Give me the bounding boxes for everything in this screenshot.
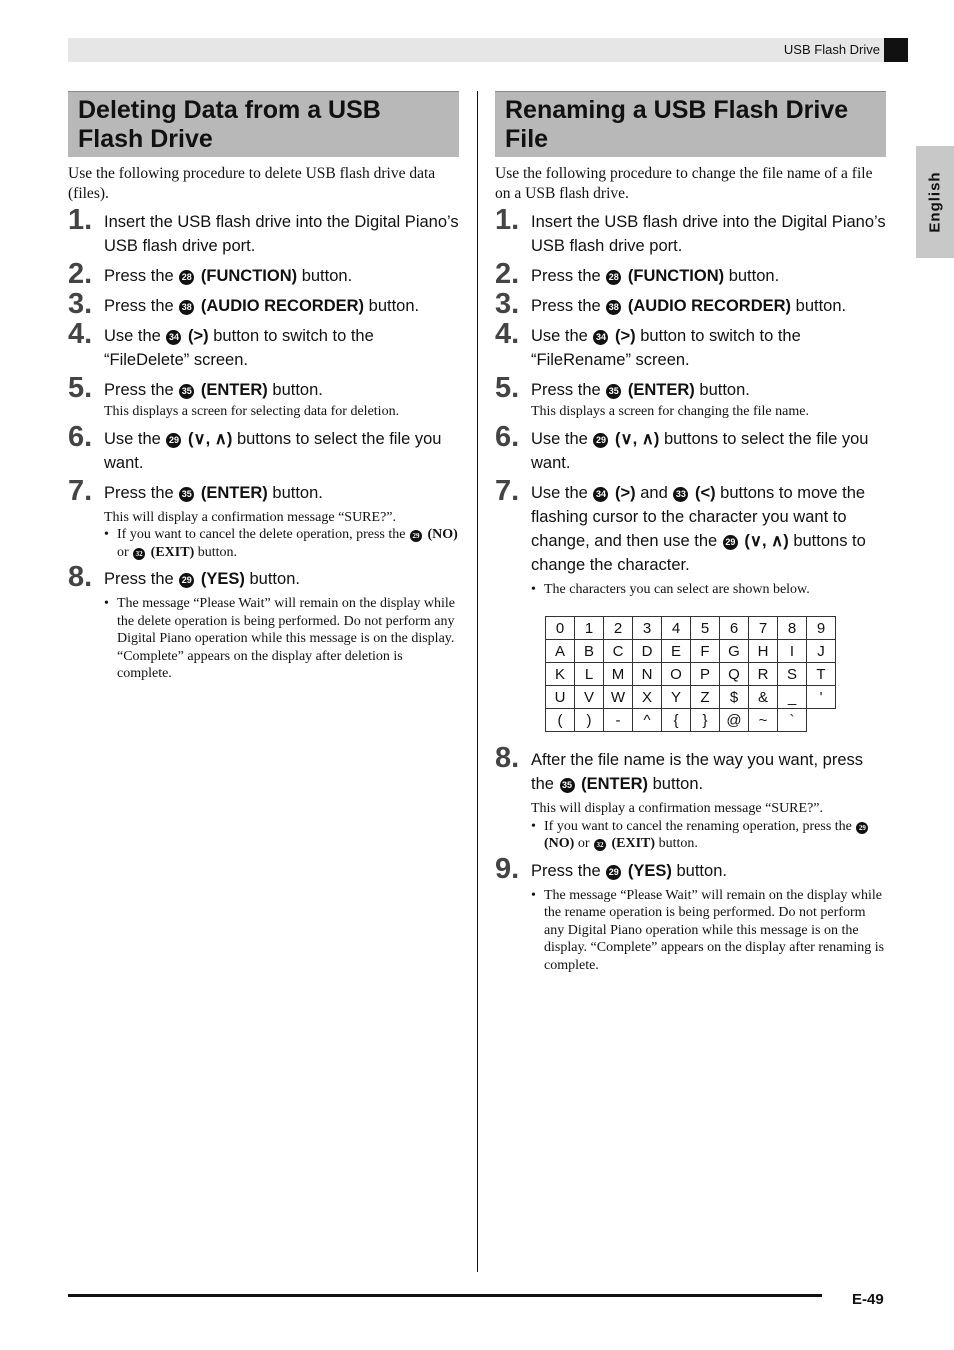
button-number-icon: 35 <box>560 778 575 793</box>
char-cell: 0 <box>546 617 575 640</box>
step-text: Press the 38 (AUDIO RECORDER) button. <box>531 297 847 315</box>
char-cell: V <box>575 686 604 709</box>
char-cell: M <box>604 663 633 686</box>
delete-title: Deleting Data from a USB Flash Drive <box>68 91 459 157</box>
step-number: 6. <box>495 420 520 453</box>
rename-section <box>495 91 886 974</box>
char-cell: ` <box>778 709 807 732</box>
step <box>68 204 459 258</box>
char-cell: H <box>749 640 778 663</box>
char-cell: 2 <box>604 617 633 640</box>
note-bullet: • If you want to cancel the renaming operation, press the 29 (NO) or 32 (EXIT) button. <box>531 818 886 853</box>
step-number: 7. <box>68 474 93 507</box>
step-number: 1. <box>68 204 93 236</box>
step-text: Press the 38 (AUDIO RECORDER) button. <box>104 297 420 315</box>
char-cell: 7 <box>749 617 778 640</box>
step-text: Press the 29 (YES) button. <box>104 570 300 588</box>
section-label: USB Flash Drive <box>783 42 880 57</box>
language-tab <box>916 146 954 258</box>
button-number-icon: 29 <box>593 433 608 448</box>
button-number-icon: 29 <box>179 573 194 588</box>
step <box>68 561 459 593</box>
char-cell: ) <box>575 709 604 732</box>
char-row <box>546 709 836 732</box>
note-bullet: • If you want to cancel the delete operation, press the 29 (NO) or 32 (EXIT) button. <box>104 526 459 561</box>
step-note <box>104 595 459 683</box>
step-number: 2. <box>68 258 93 290</box>
char-cell: { <box>662 709 691 732</box>
char-row <box>546 640 836 663</box>
step-number: 4. <box>495 318 520 350</box>
step <box>495 288 886 320</box>
step <box>68 318 459 372</box>
note-bullet: • The characters you can select are shown below. <box>531 581 886 599</box>
char-cell: S <box>778 663 807 686</box>
char-cell: D <box>633 640 662 663</box>
char-cell: K <box>546 663 575 686</box>
step-number: 1. <box>495 204 520 236</box>
char-cell: ^ <box>633 709 662 732</box>
button-number-icon: 29 <box>856 822 868 834</box>
note-bullet: • The message “Please Wait” will remain on the display while the delete operation is being performed. Do not perform any Digital Piano operation while this message is on the display. “Complete” appears on the display after deletion is complete. <box>104 595 459 683</box>
button-number-icon: 32 <box>594 839 606 851</box>
char-cell: ( <box>546 709 575 732</box>
char-cell: B <box>575 640 604 663</box>
step-text: Press the 35 (ENTER) button. <box>104 381 323 399</box>
button-number-icon: 32 <box>133 548 145 560</box>
char-cell: G <box>720 640 749 663</box>
char-cell: ~ <box>749 709 778 732</box>
note-bullet: • The message “Please Wait” will remain on the display while the rename operation is being performed. Do not perform any Digital Piano operation while this message is on the display. “Complete” appears on the display after renaming is complete. <box>531 887 886 975</box>
char-row <box>546 686 836 709</box>
step-number: 3. <box>495 288 520 320</box>
char-cell: Q <box>720 663 749 686</box>
step-number: 8. <box>68 561 93 593</box>
char-cell: } <box>691 709 720 732</box>
char-cell: @ <box>720 709 749 732</box>
rename-title: Renaming a USB Flash Drive File <box>495 91 886 157</box>
button-number-icon: 29 <box>166 433 181 448</box>
button-number-icon: 38 <box>606 300 621 315</box>
char-cell: 5 <box>691 617 720 640</box>
step-number: 3. <box>68 288 93 320</box>
button-number-icon: 28 <box>606 270 621 285</box>
char-cell: T <box>807 663 836 686</box>
step-text: After the file name is the way you want, press the 35 (ENTER) button. <box>531 751 863 793</box>
step <box>68 288 459 320</box>
char-cell: A <box>546 640 575 663</box>
char-cell: ' <box>807 686 836 709</box>
char-cell: U <box>546 686 575 709</box>
step-number: 8. <box>495 742 520 774</box>
step-number: 6. <box>68 420 93 453</box>
char-cell: F <box>691 640 720 663</box>
char-cell: 3 <box>633 617 662 640</box>
step-text: Press the 29 (YES) button. <box>531 861 727 880</box>
char-cell: 4 <box>662 617 691 640</box>
button-number-icon: 29 <box>723 535 738 550</box>
character-table <box>545 616 836 732</box>
step-number: 4. <box>68 318 93 350</box>
button-number-icon: 35 <box>179 487 194 502</box>
step <box>68 372 459 404</box>
char-cell: 6 <box>720 617 749 640</box>
char-cell: I <box>778 640 807 663</box>
page-number: E-49 <box>852 1291 884 1308</box>
step <box>68 258 459 290</box>
char-cell: R <box>749 663 778 686</box>
header-marker <box>884 38 908 62</box>
char-cell: W <box>604 686 633 709</box>
char-cell: - <box>604 709 633 732</box>
delete-intro: Use the following procedure to delete USB flash drive data (files). <box>68 165 436 202</box>
step-text: Press the 28 (FUNCTION) button. <box>531 267 780 285</box>
step-text: Press the 28 (FUNCTION) button. <box>104 267 353 285</box>
step <box>68 474 459 507</box>
step-number: 5. <box>495 372 520 404</box>
running-header <box>68 38 908 62</box>
button-number-icon: 35 <box>606 384 621 399</box>
step-note <box>531 581 886 599</box>
button-number-icon: 35 <box>179 384 194 399</box>
language-label: English <box>926 171 944 233</box>
char-cell: P <box>691 663 720 686</box>
char-cell: Z <box>691 686 720 709</box>
step <box>495 852 886 885</box>
step <box>495 742 886 796</box>
char-cell: X <box>633 686 662 709</box>
note-text: This will display a confirmation message “SURE?”. <box>531 801 823 816</box>
char-cell: 9 <box>807 617 836 640</box>
char-cell: _ <box>778 686 807 709</box>
step-number: 5. <box>68 372 93 404</box>
button-number-icon: 29 <box>410 530 422 542</box>
button-number-icon: 33 <box>673 487 688 502</box>
note-text: This will display a confirmation message “SURE?”. <box>104 509 396 525</box>
char-cell: N <box>633 663 662 686</box>
char-cell: 1 <box>575 617 604 640</box>
step-note: This displays a screen for changing the file name. <box>531 404 809 419</box>
char-cell: $ <box>720 686 749 709</box>
char-row <box>546 663 836 686</box>
footer-rule <box>68 1294 822 1297</box>
step-note <box>104 509 459 562</box>
button-number-icon: 34 <box>593 330 608 345</box>
step <box>495 420 886 475</box>
char-cell: & <box>749 686 778 709</box>
char-cell: L <box>575 663 604 686</box>
step <box>495 204 886 258</box>
button-number-icon: 34 <box>593 487 608 502</box>
column-divider <box>477 91 478 1272</box>
step-number: 7. <box>495 474 520 507</box>
step-text: Insert the USB flash drive into the Digital Piano’s USB flash drive port. <box>104 213 459 255</box>
char-cell <box>807 709 836 732</box>
button-number-icon: 38 <box>179 300 194 315</box>
step <box>68 420 459 475</box>
char-cell: C <box>604 640 633 663</box>
button-number-icon: 28 <box>179 270 194 285</box>
char-cell: 8 <box>778 617 807 640</box>
step-note: This displays a screen for selecting data for deletion. <box>104 404 400 419</box>
char-cell: J <box>807 640 836 663</box>
button-number-icon: 29 <box>606 865 621 880</box>
rename-intro: Use the following procedure to change the file name of a file on a USB flash drive. <box>495 165 873 202</box>
step <box>495 318 886 372</box>
char-cell: O <box>662 663 691 686</box>
step-note <box>531 800 886 853</box>
step <box>495 258 886 290</box>
step-text: Insert the USB flash drive into the Digital Piano’s USB flash drive port. <box>531 213 886 255</box>
step-text: Use the 29 (∨, ∧) buttons to select the file you want. <box>531 429 869 472</box>
step-text: Use the 34 (>) button to switch to the “FileRename” screen. <box>531 327 801 369</box>
step-text: Press the 35 (ENTER) button. <box>104 483 323 502</box>
step-text: Press the 35 (ENTER) button. <box>531 381 750 399</box>
step <box>495 474 886 577</box>
step-text: Use the 34 (>) button to switch to the “FileDelete” screen. <box>104 327 374 369</box>
delete-section <box>68 91 459 683</box>
char-cell: E <box>662 640 691 663</box>
step <box>495 372 886 404</box>
step-number: 2. <box>495 258 520 290</box>
char-cell: Y <box>662 686 691 709</box>
step-note <box>531 887 886 975</box>
step-text: Use the 34 (>) and 33 (<) buttons to move the flashing cursor to the character you want to change, and then use the 29 (∨, ∧) buttons to change the character. <box>531 483 866 574</box>
step-number: 9. <box>495 852 520 885</box>
button-number-icon: 34 <box>166 330 181 345</box>
step-text: Use the 29 (∨, ∧) buttons to select the file you want. <box>104 429 442 472</box>
char-row <box>546 617 836 640</box>
